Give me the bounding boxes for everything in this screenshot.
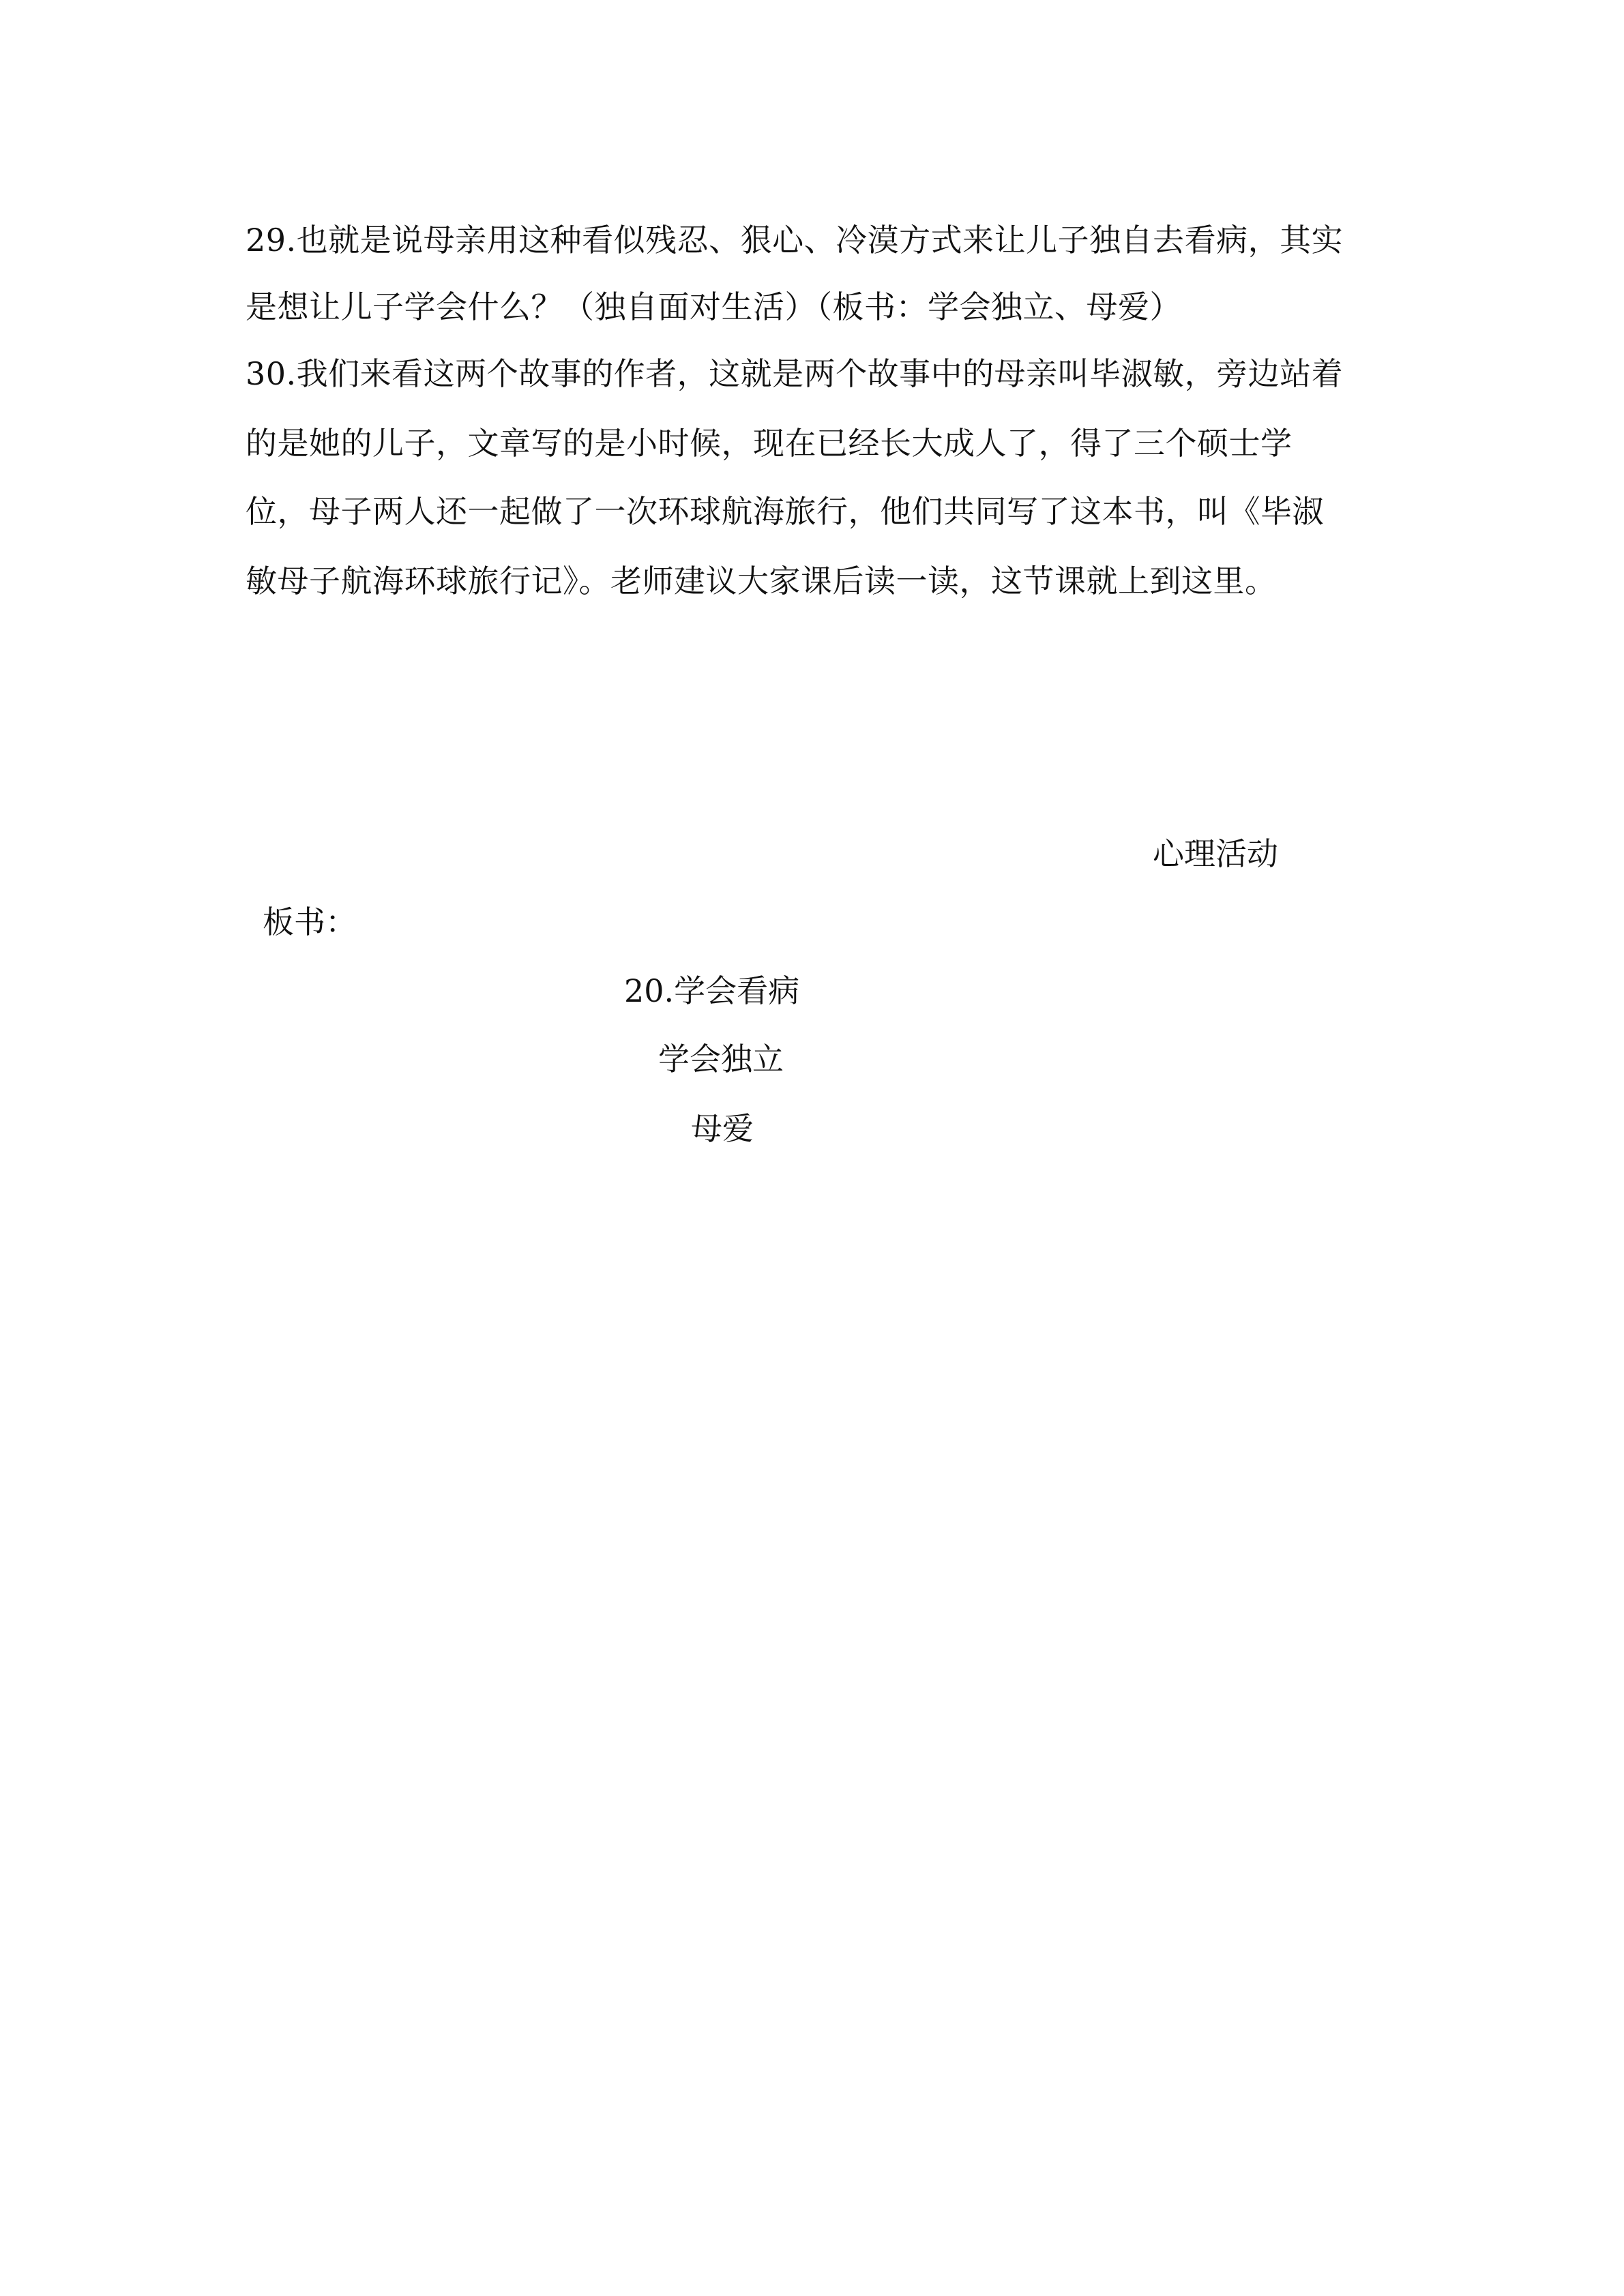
paragraph-line-29b: 是想让儿子学会什么？（独自面对生活）（板书：学会独立、母爱） — [246, 288, 1181, 325]
side-note: 心理活动 — [1153, 835, 1278, 872]
paragraph-line-30b: 的是她的儿子，文章写的是小时候，现在已经长大成人了，得了三个硕士学 — [246, 425, 1293, 462]
paragraph-line-30d: 敏母子航海环球旅行记》。老师建议大家课后读一读，这节课就上到这里。 — [246, 563, 1277, 599]
board-item-independence: 学会独立 — [658, 1041, 784, 1077]
board-item-motherly-love: 母爱 — [691, 1110, 754, 1147]
paragraph-line-30a: 30.我们来看这两个故事的作者，这就是两个故事中的母亲叫毕淑敏，旁边站着 — [246, 355, 1344, 392]
paragraph-line-29a: 29.也就是说母亲用这种看似残忍、狠心、冷漠方式来让儿子独自去看病，其实 — [246, 222, 1344, 258]
board-item-title: 20.学会看病 — [624, 972, 800, 1009]
board-label: 板书： — [263, 904, 357, 940]
paragraph-line-30c: 位，母子两人还一起做了一次环球航海旅行，他们共同写了这本书，叫《毕淑 — [246, 493, 1324, 530]
